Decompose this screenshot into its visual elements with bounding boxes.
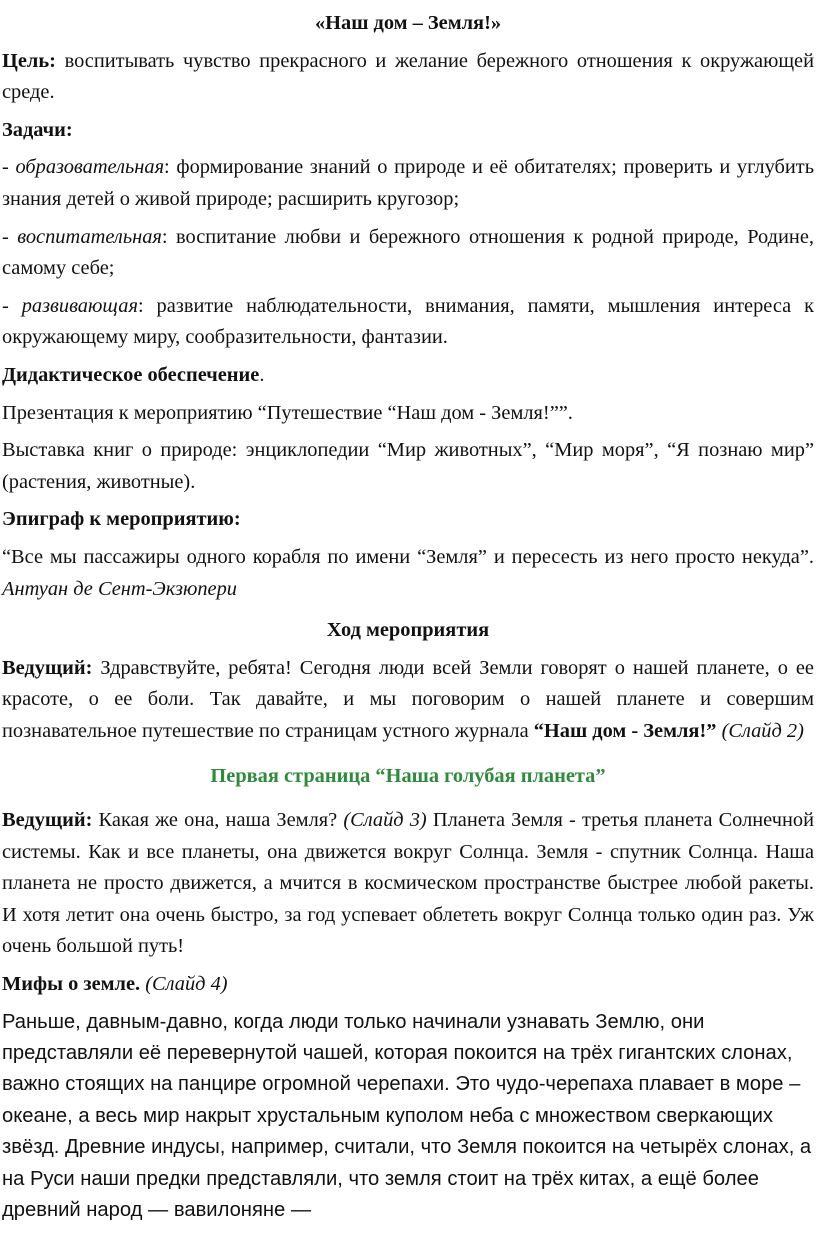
epigraph-heading: Эпиграф к мероприятию: — [2, 508, 241, 531]
task-kind: развивающая — [21, 294, 138, 317]
task-item: - образовательная: формирование знаний о природе и её обитателях; проверить и углубить знания детей о живой природе; расширить кругозор; — [2, 156, 815, 210]
speaker-label: Ведущий: — [2, 809, 93, 832]
course-heading: Ход мероприятия — [326, 619, 490, 642]
task-text: : формирование знаний о природе и её обитателях; проверить и углубить знания детей о живой природе; расширить кругозор; — [2, 156, 815, 210]
epigraph-quote: “Все мы пассажиры одного корабля по имени “Земля” и пересесть из него просто некуда”. Антуан де Сент-Экзюпери — [2, 545, 814, 600]
task-item: - воспитательная: воспитание любви и бережного отношения к родной природе, Родине, самому себе; — [2, 225, 814, 280]
document-title: «Наш дом – Земля!» — [314, 12, 502, 34]
myths-paragraph: Раньше, давным-давно, когда люди только начинали узнавать Землю, они представляли её перевернутой чашей, которая покоится на трёх гигантских слонах, важно стоящих на панцире огромной черепахи. Это чудо-черепаха плавает в море – океане, а весь мир накрыт хрустальным куполом неба с множеством сверкающих звёзд. Древние индусы, например, считали, что Земля покоится на четырёх слонах, а на Руси наши предки представляли, что земля стоит на трёх китах, а ещё более древний народ — вавилоняне — — [2, 1010, 812, 1222]
slide-ref: (Слайд 4) — [140, 973, 228, 996]
goal-paragraph — [2, 46, 814, 109]
task-kind: воспитательная — [17, 225, 162, 248]
speaker-label: Ведущий: — [2, 656, 93, 679]
task-item: - развивающая: развитие наблюдательности, внимания, памяти, мышления интереса к окружающему миру, сообразительности, фантазии. — [2, 294, 814, 349]
tasks-heading: Задачи: — [2, 118, 73, 141]
task-text: : воспитание любви и бережного отношения к родной природе, Родине, самому себе; — [2, 225, 814, 280]
task-kind: образовательная — [15, 156, 165, 179]
task-text: : развитие наблюдательности, внимания, памяти, мышления интереса к окружающему миру, сообразительности, фантазии. — [2, 294, 814, 349]
epigraph-author: Антуан де Сент-Экзюпери — [2, 577, 237, 600]
exhibition-paragraph: Выставка книг о природе: энциклопедии “Мир животных”, “Мир моря”, “Я познаю мир” (растения, животные). — [2, 439, 814, 493]
journal-name: “Наш дом - Земля!” — [533, 719, 717, 742]
myths-heading: Мифы о земле. (Слайд 4) — [2, 973, 228, 996]
intro-paragraph: Ведущий: Здравствуйте, ребята! Сегодня люди всей Земли говорят о нашей планете, о ее красоте, о ее боли. Так давайте, и мы поговорим о нашей планете и совершим познавательное путешествие по страницам устного журнала “Наш дом - Земля!” (Слайд 2) — [2, 656, 814, 742]
first-page-paragraph: Ведущий: Какая же она, наша Земля? (Слайд 3) Планета Земля - третья планета Солнечной системы. Как и все планеты, она движется вокруг Солнца. Земля - спутник Солнца. Наша планета не просто движется, а мчится в космическом пространстве быстрее любой ракеты. И хотя летит она очень быстро, за год успевает облететь вокруг Солнца только один раз. Уж очень большой путь! — [2, 809, 814, 958]
goal-text: воспитывать чувство прекрасного и желание бережного отношения к окружающей среде. — [2, 49, 814, 104]
slide-ref: (Слайд 2) — [716, 719, 804, 742]
didactic-heading: Дидактическое обеспечение. — [2, 363, 265, 386]
slide-ref: (Слайд 3) — [343, 809, 427, 832]
goal-label: Цель: — [2, 49, 56, 72]
first-page-heading: Первая страница “Наша голубая планета” — [210, 765, 606, 788]
presentation-paragraph: Презентация к мероприятию “Путешествие “Наш дом - Земля!””. — [2, 401, 573, 424]
